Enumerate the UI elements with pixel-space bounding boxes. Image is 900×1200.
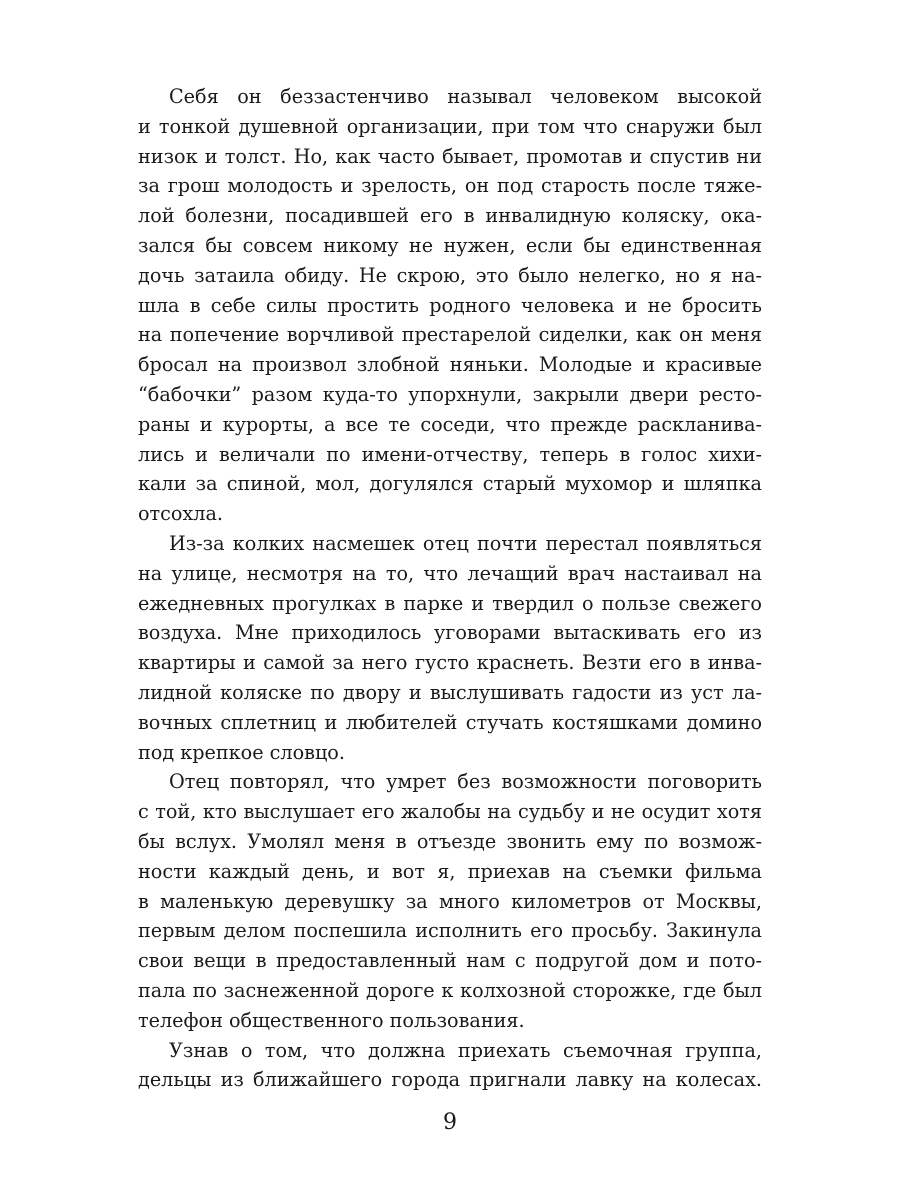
text-line: свои вещи в предоставленный нам с подругой дом и пото- bbox=[138, 949, 762, 973]
text-line: пала по заснеженной дороге к колхозной сторожке, где был bbox=[138, 978, 762, 1002]
text-line: вочных сплетниц и любителей стучать костяшками домино bbox=[138, 710, 762, 734]
text-line: лись и величали по имени-отчеству, теперь в голос хихи- bbox=[138, 442, 762, 466]
text-line: Из-за колких насмешек отец почти перестал появляться bbox=[169, 531, 762, 555]
text-line: низок и толст. Но, как часто бывает, промотав и спустив ни bbox=[138, 144, 762, 168]
text-line: зался бы совсем никому не нужен, если бы единственная bbox=[138, 233, 762, 257]
text-line: ности каждый день, и вот я, приехав на съемки фильма bbox=[138, 859, 762, 883]
text-line: раны и курорты, а все те соседи, что прежде раскланива- bbox=[138, 412, 762, 436]
text-line: шла в себе силы простить родного человека и не бросить bbox=[138, 293, 762, 317]
text-line: квартиры и самой за него густо краснеть. Везти его в инва- bbox=[138, 651, 762, 675]
text-line: лидной коляске по двору и выслушивать гадости из уст ла- bbox=[138, 680, 762, 704]
text-line: Себя он беззастенчиво называл человеком высокой bbox=[169, 85, 762, 108]
text-line: с той, кто выслушает его жалобы на судьбу и не осудит хотя bbox=[138, 800, 762, 824]
text-line: первым делом поспешила исполнить его просьбу. Закинула bbox=[138, 919, 762, 943]
text-line: на улице, несмотря на то, что лечащий врач настаивал на bbox=[138, 561, 762, 585]
text-line: кали за спиной, мол, догулялся старый мухомор и шляпка bbox=[138, 472, 762, 496]
text-line: отсохла. bbox=[138, 502, 224, 526]
text-line: “бабочки” разом куда-то упорхнули, закрыли двери ресто- bbox=[138, 382, 762, 406]
text-line: лой болезни, посадившей его в инвалидную коляску, ока- bbox=[138, 204, 762, 228]
text-line: за грош молодость и зрелость, он под старость после тяже- bbox=[138, 174, 762, 198]
text-line: дельцы из ближайшего города пригнали лавку на колесах. bbox=[138, 1068, 762, 1092]
text-line: бы вслух. Умолял меня в отъезде звонить ему по возмож- bbox=[138, 829, 762, 853]
text-line: воздуха. Мне приходилось уговорами вытаскивать его из bbox=[138, 621, 762, 645]
text-line: на попечение ворчливой престарелой сиделки, как он меня bbox=[138, 323, 762, 347]
text-line: в маленькую деревушку за много километров от Москвы, bbox=[138, 889, 762, 913]
text-line: Отец повторял, что умрет без возможности поговорить bbox=[169, 770, 762, 794]
text-line: бросал на произвол злобной няньки. Молодые и красивые bbox=[138, 353, 762, 377]
text-line: ежедневных прогулках в парке и твердил о пользе свежего bbox=[138, 591, 762, 615]
text-line: дочь затаила обиду. Не скрою, это было нелегко, но я на- bbox=[138, 263, 762, 287]
text-line: под крепкое словцо. bbox=[138, 740, 345, 764]
text-line: и тонкой душевной организации, при том что снаружи был bbox=[138, 114, 762, 138]
text-line: Узнав о том, что должна приехать съемочная группа, bbox=[169, 1038, 762, 1062]
page-number: 9 bbox=[443, 1110, 457, 1135]
text-line: телефон общественного пользования. bbox=[138, 1008, 525, 1032]
body-text bbox=[138, 82, 762, 1095]
